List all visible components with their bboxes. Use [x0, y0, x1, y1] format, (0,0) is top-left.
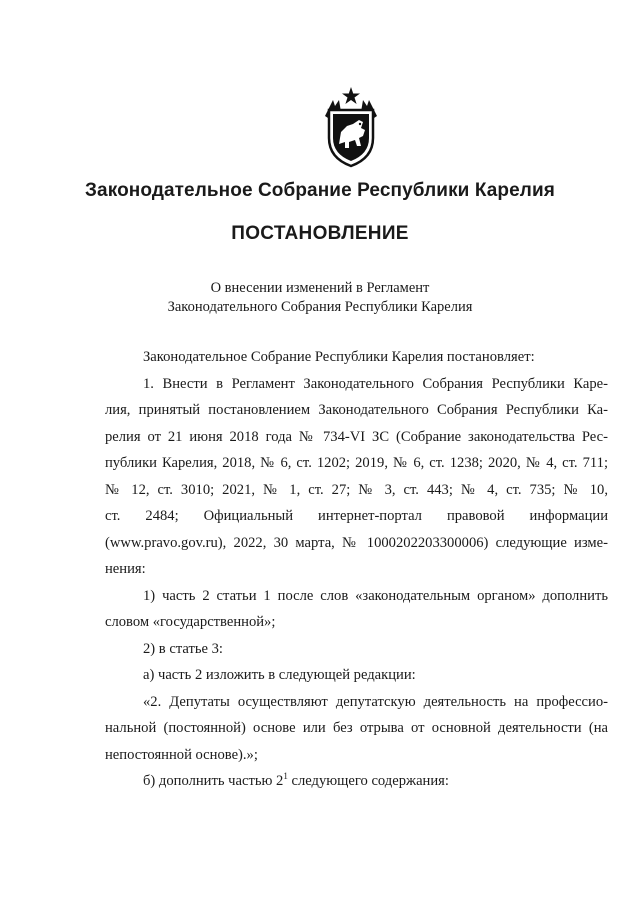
subitem2b-text: б) дополнить частью 2	[143, 773, 284, 789]
organization-name: Законодательное Собрание Республики Карелия	[85, 180, 555, 201]
item1-line: № 12, ст. 3010; 2021, № 1, ст. 27; № 3, ст. 443; № 4, ст. 735; № 10,	[105, 481, 608, 498]
subitem2: 2) в статье 3:	[143, 640, 223, 657]
quote-line-3: непостоянной основе).»;	[105, 746, 258, 763]
subitem2a: а) часть 2 изложить в следующей редакции:	[143, 667, 416, 683]
subitem2b-rest: следующего содержания:	[287, 773, 449, 789]
document-subject	[0, 279, 640, 317]
karelia-coat-of-arms-icon	[319, 86, 383, 168]
subject-line-1: О внесении изменений в Регламент	[210, 280, 430, 296]
item1-line: ст. 2484; Официальный интернет-портал правовой информации	[105, 508, 608, 524]
item1-line: релия от 21 июня 2018 года № 734-VI ЗС (Собрание законодательства Рес-	[105, 428, 608, 445]
quote-line-1: «2. Депутаты осуществляют депутатскую деятельность на профессио-	[143, 693, 608, 710]
subitem2b	[105, 768, 608, 795]
item1-line-last: нения:	[105, 561, 146, 577]
quote-line-2: нальной (постоянной) основе или без отрыва от основной деятельности (на	[105, 720, 608, 736]
item1-line: лия, принятый постановлением Законодательного Собрания Республики Ка-	[105, 402, 608, 418]
preamble: Законодательное Собрание Республики Карелия постановляет:	[143, 349, 535, 365]
item1-line: 1. Внести в Регламент Законодательного Собрания Республики Каре-	[143, 375, 608, 392]
subitem2b-superscript: 1	[283, 771, 288, 782]
subitem1-line-2: словом «государственной»;	[105, 614, 276, 630]
subject-line-2: Законодательного Собрания Республики Карелия	[167, 299, 473, 315]
subitem1-line-1: 1) часть 2 статьи 1 после слов «законодательным органом» дополнить	[143, 587, 608, 604]
document-type-title: ПОСТАНОВЛЕНИЕ	[231, 223, 409, 244]
item1-line: публики Карелия, 2018, № 6, ст. 1202; 2019, № 6, ст. 1238; 2020, № 4, ст. 711;	[105, 455, 608, 471]
document-body	[105, 344, 608, 795]
item1-line: (www.pravo.gov.ru), 2022, 30 марта, № 1000202203300006) следующие изме-	[105, 534, 608, 551]
